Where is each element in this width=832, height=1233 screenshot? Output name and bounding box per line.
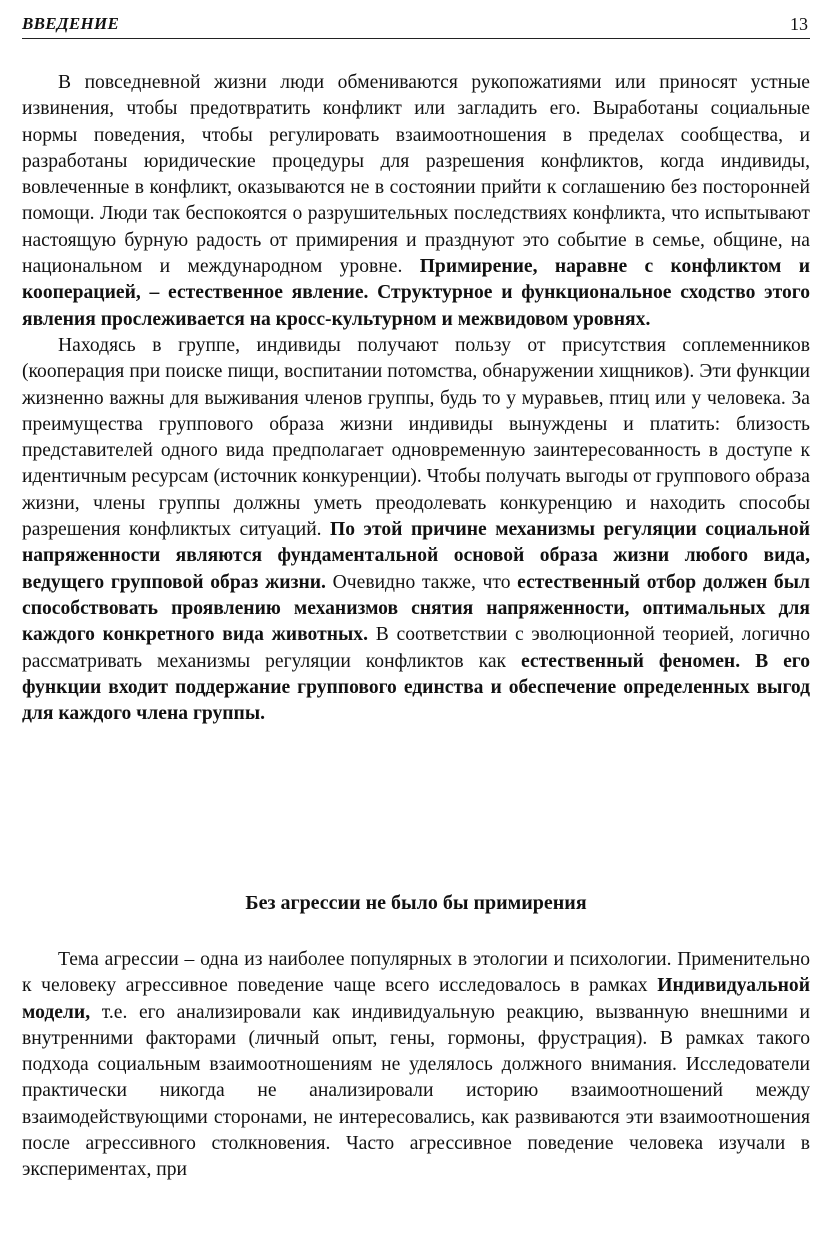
text-segment: В соответствии с эволюционной теорией, логично рассматривать механизмы регуляции конфликтов как bbox=[22, 624, 810, 672]
intro-text-block bbox=[22, 70, 810, 727]
page-number: 13 bbox=[790, 14, 808, 34]
paragraph bbox=[22, 947, 810, 1184]
running-header bbox=[22, 12, 810, 39]
section-text-block bbox=[22, 947, 810, 1184]
bold-text-segment: По этой причине механизмы регуляции социальной напряженности являются фундаментальной основой образа жизни любого вида, ведущего групповой образ жизни. bbox=[22, 519, 810, 593]
paragraph bbox=[22, 70, 810, 333]
bold-text-segment: Индивидуальной модели, bbox=[22, 975, 810, 1023]
bold-text-segment: Примирение, наравне с конфликтом и кооперацией, – естественное явление. Структурное и функциональное сходство этого явления прослеживается на кросс-культурном и межвидовом уровнях. bbox=[22, 256, 810, 330]
text-segment: Очевидно также, что bbox=[325, 571, 518, 593]
text-segment: т.е. его анализировали как индивидуальную реакцию, вызванную внешними и внутренними факторами (личный опыт, гены, гормоны, фрустрация). В рамках такого подхода социальным взаимоотношениям не уделялось должного внимания. Исследователи практически никогда не анализировали историю взаимоотношений между взаимодействующими сторонами, не интересовались, как развиваются эти взаимоотношения после агрессивного столкновения. Часто агрессивное поведение человека изучали в экспериментах, при bbox=[22, 1001, 810, 1181]
paragraph bbox=[22, 333, 810, 727]
text-segment: В повседневной жизни люди обмениваются рукопожатиями или приносят устные извинения, чтобы предотвратить конфликт или загладить его. Выработаны социальные нормы поведения, чтобы регулировать взаимоотношения в пределах сообщества, и разработаны юридические процедуры для разрешения конфликтов, когда индивиды, вовлеченные в конфликт, оказываются не в состоянии прийти к соглашению без посторонней помощи. Люди так беспокоятся о разрушительных последствиях конфликта, что испытывают настоящую бурную радость от примирения и празднуют это событие в семье, общине, на национальном и международном уровне. bbox=[22, 72, 810, 278]
running-title: ВВЕДЕНИЕ bbox=[22, 14, 120, 33]
section-heading: Без агрессии не было бы примирения bbox=[245, 892, 587, 914]
text-segment: Тема агрессии – одна из наиболее популярных в этологии и психологии. Применительно к человеку агрессивное поведение чаще всего исследовалось в рамках bbox=[22, 949, 810, 997]
bold-text-segment: естественный феномен. В его функции входит поддержание группового единства и обеспечение определенных выгод для каждого члена группы. bbox=[22, 650, 810, 725]
bold-text-segment: естественный отбор должен был способствовать проявлению механизмов снятия напряженности, оптимальных для каждого конкретного вида животных. bbox=[22, 571, 810, 646]
text-segment: Находясь в группе, индивиды получают пользу от присутствия соплеменников (кооперация при поиске пищи, воспитании потомства, обнаружении хищников). Эти функции жизненно важны для выживания членов группы, будь то у муравьев, птиц или у человека. За преимущества группового образа жизни индивиды вынуждены и платить: близость представителей одного вида предполагает одновременную заинтересованность в доступе к идентичным ресурсам (источник конкуренции). Чтобы получать выгоды от группового образа жизни, члены группы должны уметь преодолевать конкуренцию и находить способы разрешения конфликтых ситуаций. bbox=[22, 334, 810, 541]
